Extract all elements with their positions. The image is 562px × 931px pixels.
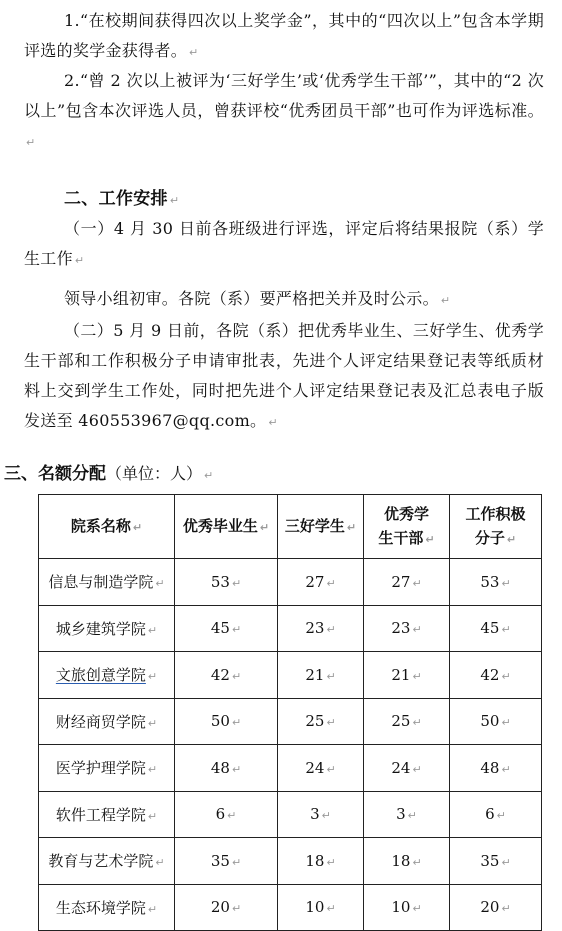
table-row — [39, 605, 542, 652]
cell-mark-icon: ↵ — [326, 855, 336, 869]
quota-value-cell: 27 ↵ — [364, 559, 450, 606]
quota-value-cell: 48 ↵ — [450, 745, 542, 792]
quota-value-cell: 45 ↵ — [175, 605, 278, 652]
cell-mark-icon: ↵ — [231, 669, 242, 683]
quota-value-cell: 45 ↵ — [450, 605, 542, 652]
table-row — [39, 838, 542, 885]
cell-mark-icon: ↵ — [501, 716, 511, 730]
quota-value-cell: 42 ↵ — [450, 652, 542, 699]
quota-value-cell: 23 ↵ — [364, 605, 450, 652]
quota-value-cell: 53 ↵ — [450, 559, 542, 606]
quota-value-cell: 10 ↵ — [278, 884, 364, 931]
cell-mark-icon: ↵ — [326, 762, 336, 776]
cell-mark-icon: ↵ — [147, 623, 158, 637]
quota-value-cell: 10 ↵ — [364, 884, 450, 931]
cell-mark-icon: ↵ — [326, 902, 336, 916]
cell-mark-icon: ↵ — [425, 532, 435, 546]
paragraph-text: 1.“在校期间获得四次以上奖学金”，其中的“四次以上”包含本学期评选的奖学金获得者。 — [24, 11, 544, 60]
cell-mark-icon: ↵ — [132, 520, 143, 534]
quota-value-cell: 20 ↵ — [175, 884, 278, 931]
quota-value-cell: 25 ↵ — [364, 698, 450, 745]
cell-mark-icon: ↵ — [155, 856, 165, 870]
cell-mark-icon: ↵ — [326, 576, 336, 590]
quota-value-cell: 53 ↵ — [175, 559, 278, 606]
cell-mark-icon: ↵ — [231, 576, 242, 590]
header-cell: 三好学生 ↵ — [278, 495, 364, 559]
quota-value-cell: 48 ↵ — [175, 745, 278, 792]
department-name-cell: 医学护理学院 ↵ — [39, 745, 175, 792]
department-name-cell: 信息与制造学院 ↵ — [39, 559, 175, 606]
cell-mark-icon: ↵ — [326, 716, 336, 730]
cell-mark-icon: ↵ — [227, 809, 237, 823]
paragraph-text: （一）4 月 30 日前各班级进行评选，评定后将结果报院（系）学生工作 — [24, 219, 544, 268]
heading-text: 二、工作安排 — [64, 189, 168, 209]
quota-table — [38, 494, 542, 931]
cell-mark-icon: ↵ — [147, 902, 158, 916]
cell-mark-icon: ↵ — [326, 623, 336, 637]
department-name-cell: 文旅创意学院 ↵ — [39, 652, 175, 699]
cell-mark-icon: ↵ — [412, 762, 422, 776]
table-row — [39, 652, 542, 699]
quota-value-cell: 23 ↵ — [278, 605, 364, 652]
cell-mark-icon: ↵ — [412, 623, 422, 637]
paragraph-honor-note — [24, 66, 544, 158]
quota-value-cell: 3 ↵ — [278, 791, 364, 838]
cell-mark-icon: ↵ — [147, 716, 158, 730]
table-row — [39, 884, 542, 931]
table-row — [39, 791, 542, 838]
cell-mark-icon: ↵ — [412, 902, 422, 916]
cell-mark-icon: ↵ — [412, 855, 422, 869]
cell-mark-icon: ↵ — [501, 576, 511, 590]
unit-label: （单位：人） — [106, 464, 203, 483]
paragraph-mark-icon: ↵ — [74, 254, 85, 267]
quota-value-cell: 50 ↵ — [175, 698, 278, 745]
header-cell: 优秀毕业生 ↵ — [175, 495, 278, 559]
table-row — [39, 559, 542, 606]
paragraph-mark-icon: ↵ — [189, 46, 199, 59]
paragraph-mark-icon: ↵ — [169, 194, 180, 207]
paragraph-mark-icon: ↵ — [440, 294, 451, 307]
header-cell: 优秀学生干部 ↵ — [364, 495, 450, 559]
quota-value-cell: 27 ↵ — [278, 559, 364, 606]
quota-value-cell: 6 ↵ — [175, 791, 278, 838]
paragraph-step-two — [24, 316, 544, 438]
quota-value-cell: 24 ↵ — [364, 745, 450, 792]
cell-mark-icon: ↵ — [326, 669, 336, 683]
cell-mark-icon: ↵ — [506, 532, 517, 546]
paragraph-scholarship-note — [24, 6, 544, 68]
table-header-row — [39, 495, 542, 559]
quota-value-cell: 18 ↵ — [278, 838, 364, 885]
quota-value-cell: 18 ↵ — [364, 838, 450, 885]
section-heading-quota — [4, 459, 213, 491]
cell-mark-icon: ↵ — [147, 809, 158, 823]
cell-mark-icon: ↵ — [231, 762, 242, 776]
header-cell: 院系名称 ↵ — [39, 495, 175, 559]
section-heading-work-plan — [64, 184, 562, 216]
table-row — [39, 745, 542, 792]
table-row — [39, 698, 542, 745]
cell-mark-icon: ↵ — [147, 763, 158, 777]
cell-mark-icon: ↵ — [259, 520, 270, 534]
paragraph-mark-icon: ↵ — [26, 136, 36, 149]
cell-mark-icon: ↵ — [412, 669, 422, 683]
quota-value-cell: 21 ↵ — [278, 652, 364, 699]
paragraph-mark-icon: ↵ — [268, 416, 278, 429]
heading-text: 三、名额分配 — [4, 464, 106, 484]
cell-mark-icon: ↵ — [501, 623, 511, 637]
quota-value-cell: 35 ↵ — [450, 838, 542, 885]
quota-value-cell: 3 ↵ — [364, 791, 450, 838]
paragraph-text: （二）5 月 9 日前，各院（系）把优秀毕业生、三好学生、优秀学生干部和工作积极分子申请审批表，先进个人评定结果登记表等纸质材料上交到学生工作处，同时把先进个人评定结果登记表及汇总表电子版发送至 460553967@qq.com。 — [24, 321, 544, 430]
cell-mark-icon: ↵ — [231, 716, 242, 730]
cell-mark-icon: ↵ — [501, 762, 511, 776]
cell-mark-icon: ↵ — [501, 902, 511, 916]
cell-mark-icon: ↵ — [346, 520, 357, 534]
cell-mark-icon: ↵ — [407, 809, 417, 823]
quota-value-cell: 25 ↵ — [278, 698, 364, 745]
quota-value-cell: 50 ↵ — [450, 698, 542, 745]
paragraph-mark-icon: ↵ — [204, 469, 214, 482]
quota-value-cell: 24 ↵ — [278, 745, 364, 792]
cell-mark-icon: ↵ — [412, 716, 422, 730]
department-name-cell: 生态环境学院 ↵ — [39, 884, 175, 931]
quota-value-cell: 21 ↵ — [364, 652, 450, 699]
cell-mark-icon: ↵ — [231, 902, 242, 916]
cell-mark-icon: ↵ — [501, 669, 511, 683]
paragraph-review — [24, 284, 544, 316]
cell-mark-icon: ↵ — [231, 623, 242, 637]
quota-value-cell: 6 ↵ — [450, 791, 542, 838]
paragraph-text: 2.“曾 2 次以上被评为‘三好学生’或‘优秀学生干部’”，其中的“2 次以上”包含本次评选人员，曾获评校“优秀团员干部”也可作为评选标准。 — [24, 71, 544, 120]
department-name-cell: 财经商贸学院 ↵ — [39, 698, 175, 745]
cell-mark-icon: ↵ — [412, 576, 422, 590]
quota-value-cell: 20 ↵ — [450, 884, 542, 931]
cell-mark-icon: ↵ — [155, 577, 165, 591]
cell-mark-icon: ↵ — [496, 809, 506, 823]
paragraph-text: 领导小组初审。各院（系）要严格把关并及时公示。 — [64, 289, 439, 308]
department-name-cell: 软件工程学院 ↵ — [39, 791, 175, 838]
cell-mark-icon: ↵ — [321, 809, 331, 823]
header-cell: 工作积极分子 ↵ — [450, 495, 542, 559]
department-name-cell: 城乡建筑学院 ↵ — [39, 605, 175, 652]
department-name-cell: 教育与艺术学院 ↵ — [39, 838, 175, 885]
quota-value-cell: 35 ↵ — [175, 838, 278, 885]
quota-value-cell: 42 ↵ — [175, 652, 278, 699]
cell-mark-icon: ↵ — [501, 855, 511, 869]
paragraph-step-one — [24, 214, 544, 276]
cell-mark-icon: ↵ — [147, 670, 158, 684]
cell-mark-icon: ↵ — [231, 855, 242, 869]
